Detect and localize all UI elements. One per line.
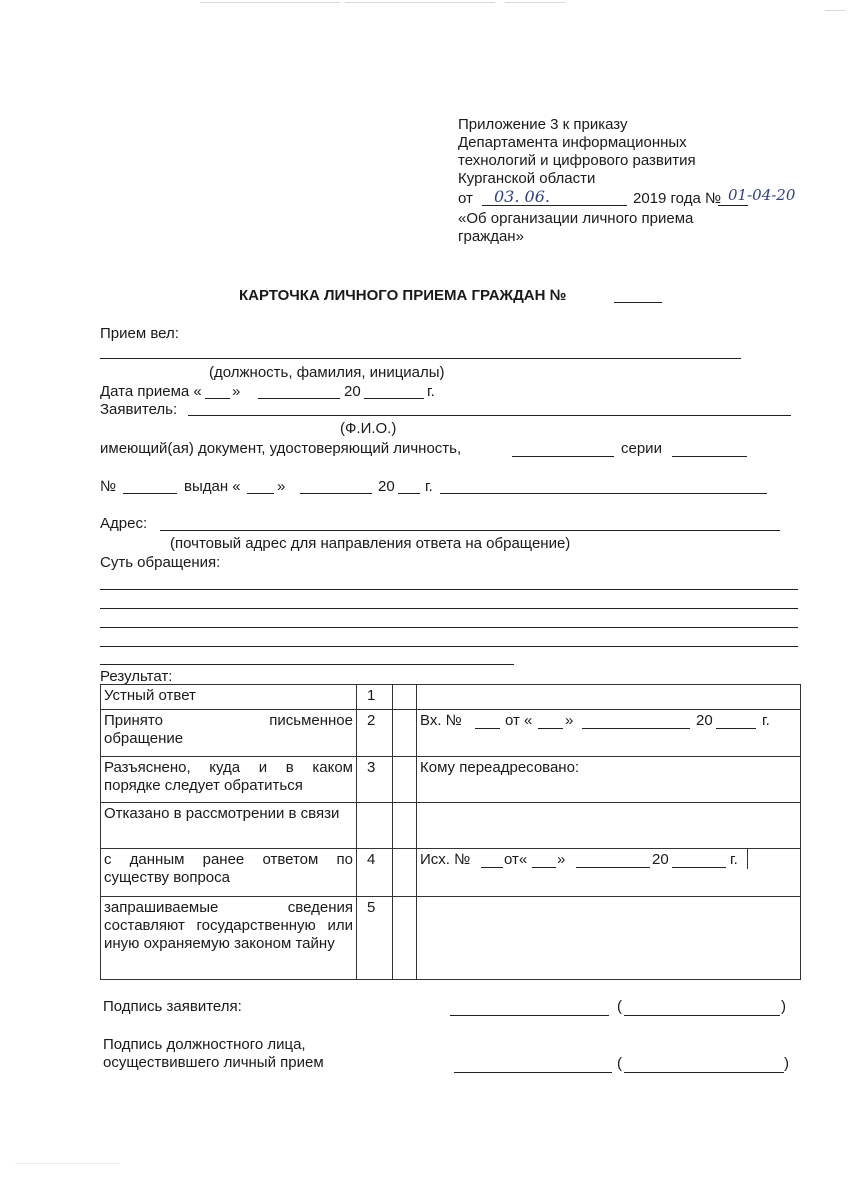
paren-open: ( [617, 1055, 622, 1072]
result-number: 4 [357, 849, 393, 897]
date-day-field[interactable] [205, 398, 230, 399]
result-number: 3 [357, 757, 393, 803]
incoming-year-suffix: г. [762, 712, 770, 729]
series-field[interactable] [672, 456, 747, 457]
result-mark-cell[interactable] [393, 757, 417, 803]
incoming-from: от « [505, 712, 533, 729]
incoming-month-field[interactable] [582, 728, 690, 729]
applicant-field[interactable] [188, 415, 791, 416]
date-close-quote: » [232, 383, 241, 400]
document-type-field[interactable] [512, 456, 614, 457]
result-option: с данным ранее ответом по существу вопроса [101, 849, 357, 897]
card-number-field[interactable] [614, 302, 662, 303]
applicant-signature-field[interactable] [450, 1015, 609, 1016]
paren-close: ) [781, 998, 786, 1015]
result-detail-cell [417, 897, 801, 980]
result-mark-cell[interactable] [393, 803, 417, 849]
appendix-year: 2019 года № [633, 190, 722, 207]
incoming-year-prefix: 20 [696, 712, 713, 729]
appendix-date-prefix: от [458, 190, 473, 207]
appendix-line: граждан» [458, 228, 524, 245]
result-mark-cell[interactable] [393, 897, 417, 980]
official-signature-label: осуществившего личный прием [103, 1054, 324, 1071]
incoming-registration [417, 710, 801, 757]
table-row [101, 757, 801, 803]
result-option-word: письменное [269, 712, 353, 729]
order-underline [718, 205, 748, 206]
result-detail-cell [417, 685, 801, 710]
paren-close: ) [784, 1055, 789, 1072]
outgoing-registration [417, 849, 801, 897]
date-year-suffix: г. [427, 383, 435, 400]
incoming-number-field[interactable] [475, 728, 500, 729]
table-row [101, 710, 801, 757]
handwritten-order-number: 01-04-20 [728, 186, 796, 204]
result-option-word: Принято [104, 712, 163, 729]
issued-year-field[interactable] [398, 493, 420, 494]
address-field[interactable] [160, 530, 780, 531]
result-option [101, 710, 357, 757]
result-option: Разъяснено, куда и в каком порядке следует обратиться [101, 757, 357, 803]
result-option: Устный ответ [101, 685, 357, 710]
page-title: КАРТОЧКА ЛИЧНОГО ПРИЕМА ГРАЖДАН № [239, 287, 567, 304]
essence-line[interactable] [100, 664, 514, 665]
result-option-word: обращение [104, 730, 184, 747]
outgoing-close: » [557, 851, 566, 868]
table-row [101, 897, 801, 980]
paren-open: ( [617, 998, 622, 1015]
applicant-name-field[interactable] [624, 1015, 780, 1016]
result-label: Результат: [100, 668, 173, 685]
fio-hint: (Ф.И.О.) [340, 420, 397, 437]
results-table [100, 684, 801, 980]
result-detail-cell [417, 803, 801, 849]
scan-artifact [345, 2, 495, 3]
issued-day-field[interactable] [247, 493, 274, 494]
outgoing-day-field[interactable] [532, 867, 556, 868]
issued-by-field[interactable] [440, 493, 767, 494]
outgoing-from: от« [504, 851, 528, 868]
official-name-field[interactable] [624, 1072, 784, 1073]
scan-artifact [825, 10, 845, 11]
outgoing-year-prefix: 20 [652, 851, 669, 868]
essence-line[interactable] [100, 627, 798, 628]
essence-line[interactable] [100, 608, 798, 609]
result-mark-cell[interactable] [393, 685, 417, 710]
document-label: имеющий(ая) документ, удостоверяющий личность, [100, 440, 462, 457]
handwritten-date: 03. 06. [494, 187, 550, 206]
reception-field[interactable] [100, 358, 741, 359]
appendix-line: Приложение 3 к приказу [458, 116, 628, 133]
issued-month-field[interactable] [300, 493, 372, 494]
essence-line[interactable] [100, 646, 798, 647]
issued-year-prefix: 20 [378, 478, 395, 495]
incoming-prefix: Вх. № [420, 712, 462, 729]
outgoing-year-suffix: г. [730, 851, 738, 868]
issued-close-quote: » [277, 478, 286, 495]
issued-year-suffix: г. [425, 478, 433, 495]
scan-artifact [15, 1163, 120, 1164]
number-sign: № [100, 478, 117, 495]
redirect-label: Кому переадресовано: [417, 757, 801, 803]
result-mark-cell[interactable] [393, 849, 417, 897]
address-label: Адрес: [100, 515, 148, 532]
series-label: серии [621, 440, 662, 457]
scan-artifact [200, 2, 340, 3]
date-month-field[interactable] [258, 398, 340, 399]
result-option: запрашиваемые сведения составляют государственную или иную охраняемую законом тайну [101, 897, 357, 980]
address-hint: (почтовый адрес для направления ответа на обращение) [170, 535, 571, 552]
appendix-line: Курганской области [458, 170, 596, 187]
official-signature-label: Подпись должностного лица, [103, 1036, 306, 1053]
date-year-field[interactable] [364, 398, 424, 399]
result-mark-cell[interactable] [393, 710, 417, 757]
position-hint: (должность, фамилия, инициалы) [209, 364, 445, 381]
appendix-line: технологий и цифрового развития [458, 152, 696, 169]
table-row [101, 803, 801, 849]
outgoing-year-field[interactable] [672, 867, 726, 868]
appendix-line: Департамента информационных [458, 134, 687, 151]
date-label: Дата приема « [100, 383, 202, 400]
outgoing-month-field[interactable] [576, 867, 650, 868]
essence-label: Суть обращения: [100, 554, 221, 571]
date-year-prefix: 20 [344, 383, 361, 400]
incoming-year-field[interactable] [716, 728, 756, 729]
document-number-field[interactable] [123, 493, 177, 494]
outgoing-prefix: Исх. № [420, 851, 471, 868]
applicant-label: Заявитель: [100, 401, 178, 418]
issued-label: выдан « [184, 478, 241, 495]
reception-label: Прием вел: [100, 325, 179, 342]
incoming-day-field[interactable] [538, 728, 563, 729]
incoming-close: » [565, 712, 574, 729]
result-number: 2 [357, 710, 393, 757]
table-row [101, 849, 801, 897]
result-option: Отказано в рассмотрении в связи [101, 803, 357, 849]
scan-artifact [505, 2, 565, 3]
result-number [357, 803, 393, 849]
official-signature-field[interactable] [454, 1072, 612, 1073]
result-number: 1 [357, 685, 393, 710]
essence-line[interactable] [100, 589, 798, 590]
outgoing-number-field[interactable] [481, 867, 503, 868]
applicant-signature-label: Подпись заявителя: [103, 998, 242, 1015]
table-row [101, 685, 801, 710]
appendix-line: «Об организации личного приема [458, 210, 694, 227]
outgoing-end-bar [747, 849, 748, 869]
result-number: 5 [357, 897, 393, 980]
